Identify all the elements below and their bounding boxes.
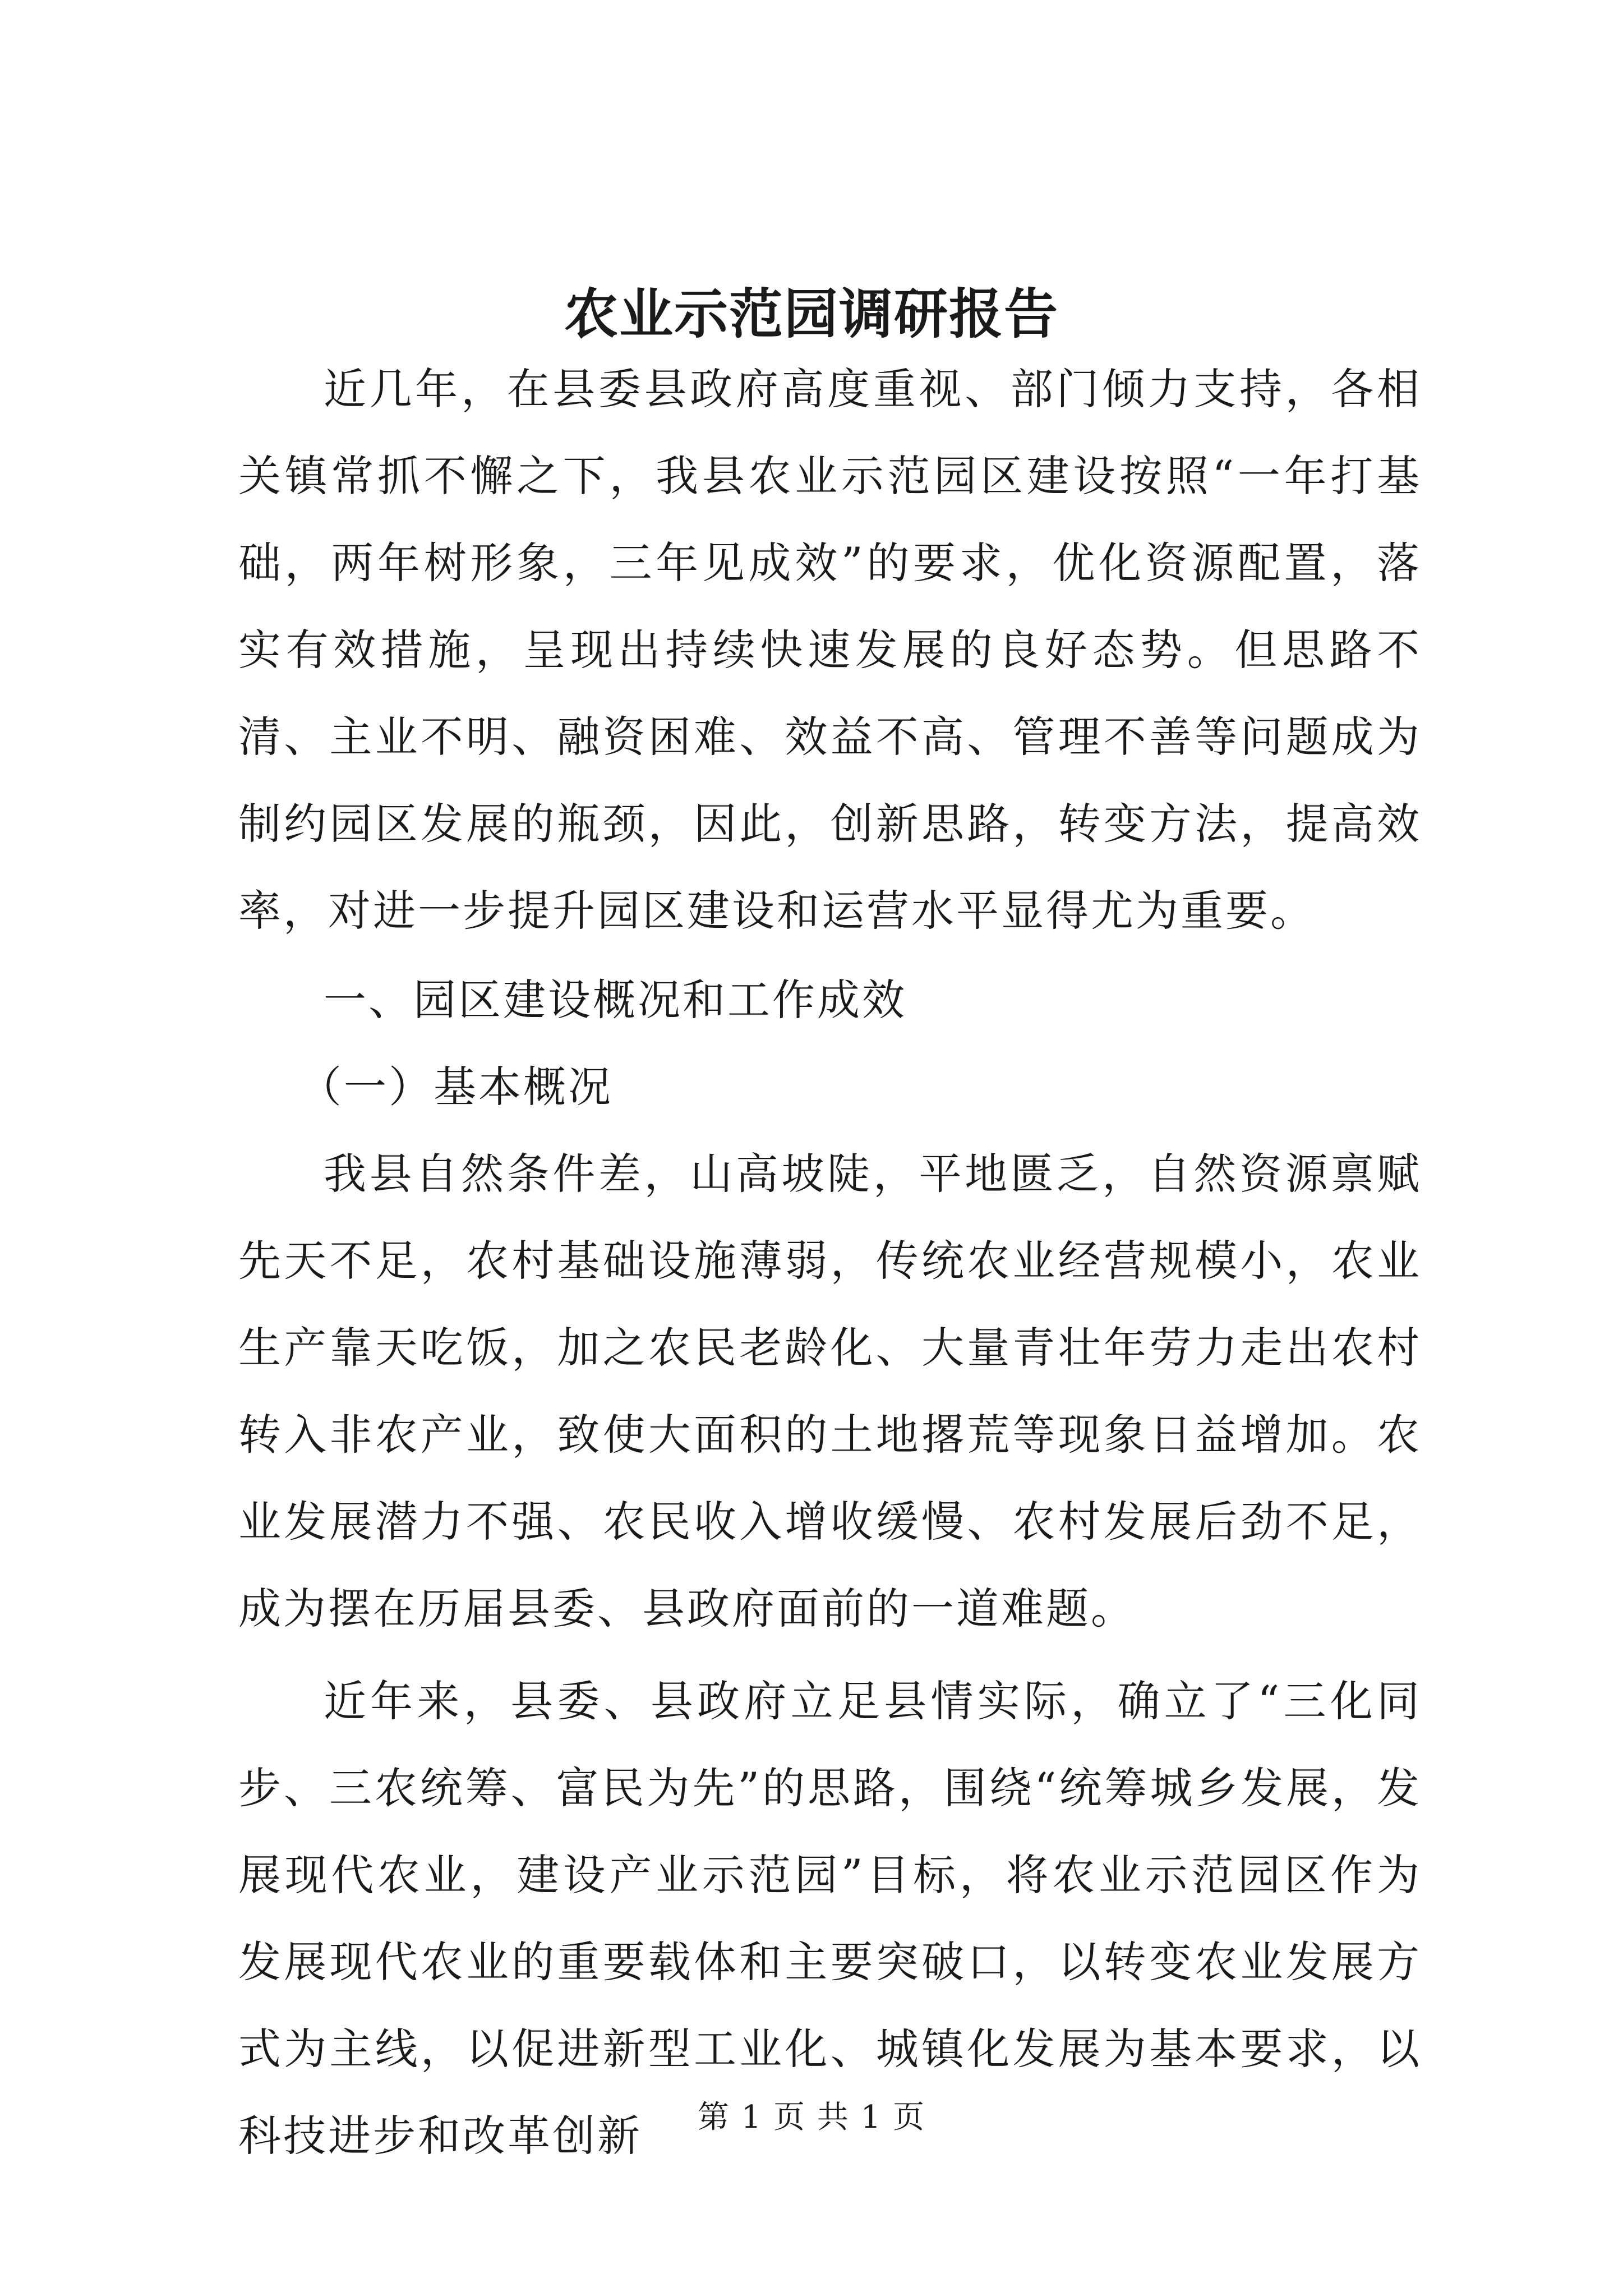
page-footer: 第 1 页 共 1 页 — [697, 2099, 926, 2136]
section-heading-1: 一、园区建设概况和工作成效 — [324, 975, 907, 1025]
intro-paragraph: 近几年，在县委县政府高度重视、部门倾力支持，各相关镇常抓不懈之下，我县农业示范园区建设按照“一年打基础，两年树形象，三年见成效”的要求，优化资源配置，落实有效措施，呈现出持续快速发展的良好态势。但思路不清、主业不明、融资困难、效益不高、管理不善等问题成为制约园区发展的瓶颈，因此，创新思路，转变方法，提高效率，对进一步提升园区建设和运营水平显得尤为重要。 — [238, 364, 1422, 936]
subsection-heading-1: （一）基本概况 — [299, 1062, 613, 1112]
overview-paragraph: 我县自然条件差，山高坡陡，平地匮乏，自然资源禀赋先天不足，农村基础设施薄弱，传统农业经营规模小，农业生产靠天吃饭，加之农民老龄化、大量青壮年劳力走出农村转入非农产业，致使大面积的土地撂荒等现象日益增加。农业发展潜力不强、农民收入增收缓慢、农村发展后劲不足，成为摆在历届县委、县政府面前的一道难题。 — [238, 1149, 1422, 1634]
document-title: 农业示范园调研报告 — [564, 282, 1059, 346]
document-body — [238, 346, 1422, 2179]
recent-years-paragraph: 近年来，县委、县政府立足县情实际，确立了“三化同步、三农统筹、富民为先”的思路，围绕“统筹城乡发展，发展现代农业，建设产业示范园”目标，将农业示范园区作为发展现代农业的重要载体和主要突破口，以转变农业发展方式为主线，以促进新型工业化、城镇化发展为基本要求，以科技进步和改革创新 — [238, 1676, 1422, 2161]
